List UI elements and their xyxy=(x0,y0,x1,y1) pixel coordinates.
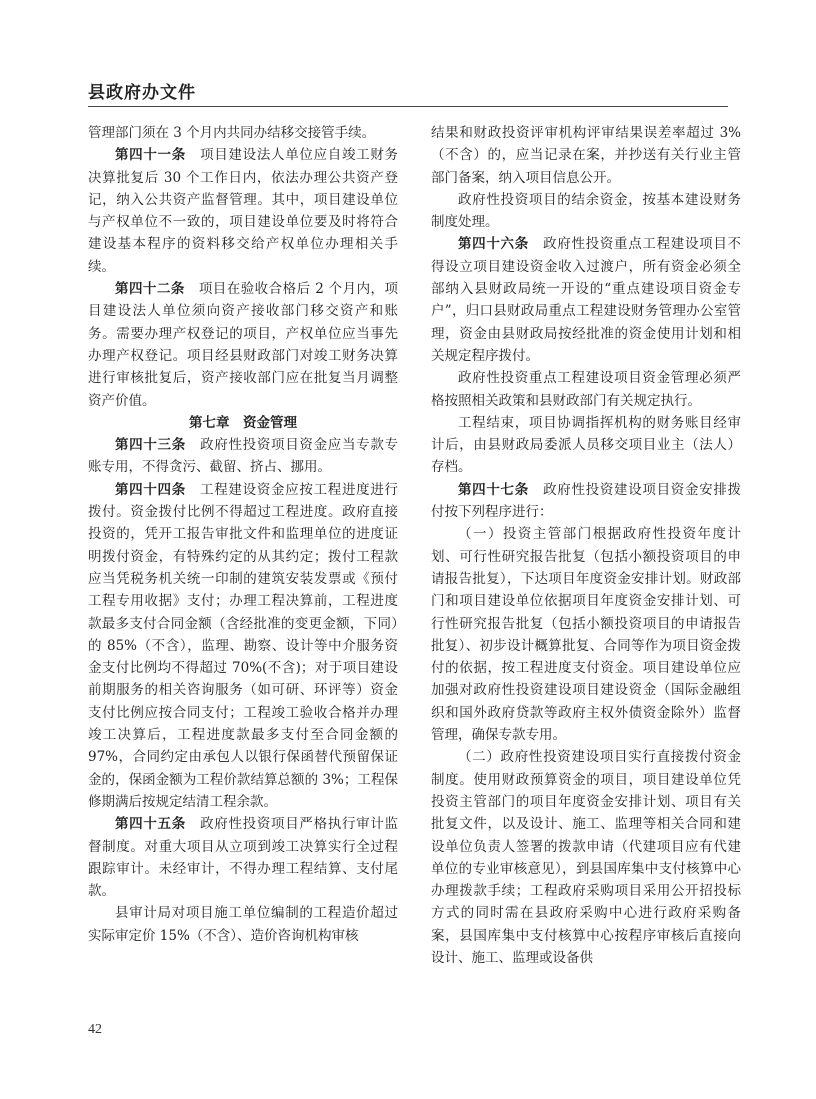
paragraph-text: 政府性投资重点工程建设项目资金管理必须严格按照相关政策和县财政部门有关规定执行。 xyxy=(431,370,741,409)
paragraph xyxy=(431,189,741,234)
article-45 xyxy=(88,813,398,902)
paragraph xyxy=(431,412,741,479)
paragraph xyxy=(88,122,398,144)
article-label: 第四十三条 xyxy=(115,437,186,454)
paragraph xyxy=(88,902,398,947)
paragraph-text: 工程结束，项目协调指挥机构的财务账目经审计后，由县财政局委派人员移交项目业主（法人）存档。 xyxy=(431,414,741,476)
article-text: 政府性投资重点工程建设项目不得设立项目建设资金收入过渡户，所有资金必须全部纳入县财政局统一开设的“重点建设项目资金专户”，归口县财政局重点工程建设财务管理办公室管理，资金由县财政局按经批准的资金使用计划和相关规定程序拨付。 xyxy=(431,236,742,364)
article-label: 第四十七条 xyxy=(458,481,529,498)
paragraph-text: 政府性投资项目的结余资金，按基本建设财务制度处理。 xyxy=(431,191,741,231)
article-text: 政府性投资项目资金应当专款专账专用，不得贪污、截留、挤占、挪用。 xyxy=(88,437,399,476)
paragraph-text: 管理部门须在 3 个月内共同办结移交接管手续。 xyxy=(88,125,376,141)
page-number: 42 xyxy=(88,1022,102,1037)
article-label: 第四十一条 xyxy=(115,147,186,164)
running-header: 县政府办文件 xyxy=(88,83,196,103)
article-text: 政府性投资建设项目资金安排拨付按下列程序进行： xyxy=(431,481,742,521)
article-label: 第四十五条 xyxy=(115,816,186,833)
chapter-heading: 第七章 资金管理 xyxy=(189,414,297,431)
article-label: 第四十六条 xyxy=(458,236,529,253)
paragraph-text: （二）政府性投资建设项目实行直接拨付资金制度。使用财政预算资金的项目，项目建设单位凭投资主管部门的项目年度资金安排计划、项目有关批复文件，以及设计、施工、监理等相关合同和建设单位负责人签署的拨款申请（代建项目应有代建单位的专业审核意见），到县国库集中支付核算中心办理拨款手续；工程政府采购项目采用公开招投标方式的同时需在县政府采购中心进行政府采购备案，县国库集中支付核算中心按程序审核后直接向设计、施工、监理或设备供 xyxy=(431,749,741,966)
article-text: 项目建设法人单位应自竣工财务决算批复后 30 个工作日内，依法办理公共资产登记，纳入公共资产监督管理。其中，项目建设单位与产权单位不一致的，项目建设单位要及时将符合建设基本程序的资料移交给产权单位办理相关手续。 xyxy=(88,147,399,275)
article-47 xyxy=(431,479,741,524)
article-text: 项目在验收合格后 2 个月内，项目建设法人单位须向资产接收部门移交资产和账务。需要办理产权登记的项目，产权单位应当事先办理产权登记。项目经县财政部门对竣工财务决算进行审核批复后，资产接收部门应在批复当月调整资产价值。 xyxy=(88,281,399,409)
left-column xyxy=(88,122,398,947)
article-46 xyxy=(431,233,741,367)
paragraph-text: 结果和财政投资评审机构评审结果误差率超过 3%（不含）的，应当记录在案，并抄送有关行业主管部门备案，纳入项目信息公开。 xyxy=(431,125,741,186)
article-43 xyxy=(88,434,398,479)
article-42 xyxy=(88,278,398,412)
article-text: 政府性投资项目严格执行审计监督制度。对重大项目从立项到竣工决算实行全过程跟踪审计。未经审计，不得办理工程结算、支付尾款。 xyxy=(88,816,399,900)
paragraph-text: 县审计局对项目施工单位编制的工程造价超过实际审定价 15%（不含）、造价咨询机构审核 xyxy=(88,905,398,944)
right-column xyxy=(431,122,741,969)
paragraph xyxy=(431,746,741,969)
article-text: 工程建设资金应按工程进度进行拨付。资金拨付比例不得超过工程进度。政府直接投资的，凭开工报告审批文件和监理单位的进度证明拨付资金，有特殊约定的从其约定；拨付工程款应当凭税务机关统一印制的建筑安装发票或《预付工程专用收据》支付；办理工程决算前，工程进度款最多支付合同金额（含经批准的变更金额，下同）的 85%（不含），监理、勘察、设计等中介服务资金支付比例均不得超过 70%(不含)；对于项目建设前期服务的相关咨询服务（如可研、环评等）资金支付比例应按合同支付；工程竣工验收合格并办理竣工决算后，工程进度款最多支付至合同金额的 97%，合同约定由承包人以银行保函替代预留保证金的，保函金额为工程价款结算总额的 3%；工程保修期满后按规定结清工程余款。 xyxy=(88,481,399,810)
paragraph xyxy=(431,367,741,412)
article-label: 第四十二条 xyxy=(115,281,185,298)
article-label: 第四十四条 xyxy=(115,481,186,498)
header-rule xyxy=(88,106,728,107)
paragraph-text: （一）投资主管部门根据政府性投资年度计划、可行性研究报告批复（包括小额投资项目的申请报告批复），下达项目年度资金安排计划。财政部门和项目建设单位依据项目年度资金安排计划、可行性研究报告批复（包括小额投资项目的申请报告批复）、初步设计概算批复、合同等作为项目资金拨付的依据，按工程进度支付资金。项目建设单位应加强对政府性投资建设项目建设资金（国际金融组织和国外政府贷款等政府主权外债资金除外）监督管理，确保专款专用。 xyxy=(431,526,741,744)
article-44 xyxy=(88,479,398,813)
paragraph xyxy=(431,122,741,189)
paragraph xyxy=(431,523,741,746)
article-41 xyxy=(88,144,398,278)
